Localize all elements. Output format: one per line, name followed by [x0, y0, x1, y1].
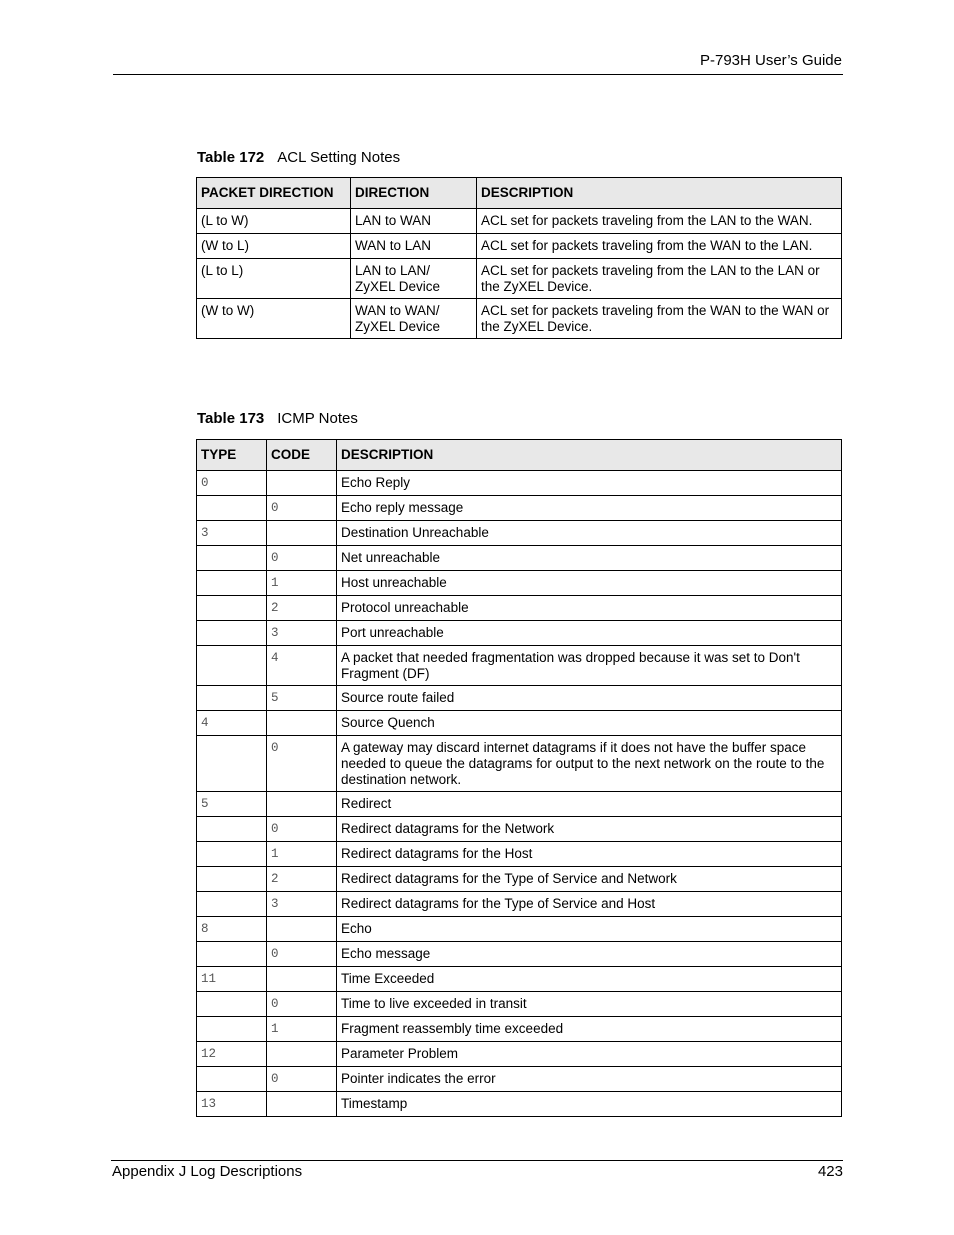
table-cell: (W to W) [197, 299, 351, 339]
table-cell: Net unreachable [337, 546, 842, 571]
table-cell [197, 842, 267, 867]
table-cell: Redirect datagrams for the Type of Service and Host [337, 892, 842, 917]
table-cell: Source Quench [337, 711, 842, 736]
table-row [197, 792, 842, 817]
table-cell: Pointer indicates the error [337, 1067, 842, 1092]
table-173-number: Table 173 [197, 410, 265, 427]
table-cell: 0 [267, 817, 337, 842]
table-cell: 5 [197, 792, 267, 817]
table-cell: ACL set for packets traveling from the WAN to the LAN. [477, 234, 842, 259]
page-footer [111, 1160, 843, 1185]
table-cell: Parameter Problem [337, 1042, 842, 1067]
table-cell [197, 892, 267, 917]
table-cell: 12 [197, 1042, 267, 1067]
table-row [197, 546, 842, 571]
table-172-number: Table 172 [197, 149, 265, 166]
table-cell [197, 942, 267, 967]
table-cell: 3 [267, 892, 337, 917]
table-cell: Destination Unreachable [337, 521, 842, 546]
table-cell [197, 736, 267, 792]
table-cell: 2 [267, 867, 337, 892]
table-row [197, 1092, 842, 1117]
table-row [197, 259, 842, 299]
table-cell: 0 [267, 496, 337, 521]
table-cell: 5 [267, 686, 337, 711]
table-row [197, 867, 842, 892]
table-cell: 0 [267, 1067, 337, 1092]
table-cell: (L to L) [197, 259, 351, 299]
table-cell: LAN to LAN/ ZyXEL Device [351, 259, 477, 299]
page-header [113, 50, 843, 75]
column-header: CODE [267, 440, 337, 471]
table-cell: Redirect [337, 792, 842, 817]
table-cell [267, 471, 337, 496]
table-172-title: ACL Setting Notes [277, 149, 401, 166]
column-header: TYPE [197, 440, 267, 471]
table-cell: Port unreachable [337, 621, 842, 646]
table-row [197, 571, 842, 596]
table-cell [197, 1017, 267, 1042]
column-header: DIRECTION [351, 178, 477, 209]
table-cell: 1 [267, 571, 337, 596]
table-row [197, 711, 842, 736]
table-cell: Source route failed [337, 686, 842, 711]
table-172-caption [197, 149, 400, 166]
footer-section-title: Appendix J Log Descriptions [112, 1163, 303, 1180]
table-cell [267, 792, 337, 817]
table-cell [267, 711, 337, 736]
table-row [197, 496, 842, 521]
table-cell: 1 [267, 1017, 337, 1042]
table-cell: Echo Reply [337, 471, 842, 496]
table-cell [197, 621, 267, 646]
table-cell: Time Exceeded [337, 967, 842, 992]
table-row [197, 209, 842, 234]
table-173-title: ICMP Notes [277, 410, 358, 427]
table-cell: 3 [197, 521, 267, 546]
table-cell [267, 521, 337, 546]
table-cell [267, 1092, 337, 1117]
table-row [197, 1017, 842, 1042]
table-cell: Echo [337, 917, 842, 942]
table-cell: 0 [267, 942, 337, 967]
table-cell: 2 [267, 596, 337, 621]
column-header: DESCRIPTION [477, 178, 842, 209]
table-cell: 11 [197, 967, 267, 992]
table-cell: 3 [267, 621, 337, 646]
table-row [197, 942, 842, 967]
table-cell [197, 867, 267, 892]
page-number: 423 [817, 1163, 843, 1180]
table-cell: (L to W) [197, 209, 351, 234]
table-row [197, 917, 842, 942]
table-cell: 8 [197, 917, 267, 942]
table-row [197, 686, 842, 711]
table-cell: (W to L) [197, 234, 351, 259]
table-row [197, 621, 842, 646]
table-row [197, 1042, 842, 1067]
table-cell: A packet that needed fragmentation was dropped because it was set to Don't Fragment (DF) [337, 646, 842, 686]
table-cell [197, 546, 267, 571]
column-header: DESCRIPTION [337, 440, 842, 471]
table-row [197, 596, 842, 621]
table-cell: Echo message [337, 942, 842, 967]
table-cell: Echo reply message [337, 496, 842, 521]
table-cell: Timestamp [337, 1092, 842, 1117]
table-cell: Time to live exceeded in transit [337, 992, 842, 1017]
table-row [197, 992, 842, 1017]
table-cell [197, 992, 267, 1017]
table-cell: Fragment reassembly time exceeded [337, 1017, 842, 1042]
table-cell [197, 817, 267, 842]
table-cell: LAN to WAN [351, 209, 477, 234]
table-row [197, 892, 842, 917]
table-cell [197, 496, 267, 521]
table-cell: ACL set for packets traveling from the WAN to the WAN or the ZyXEL Device. [477, 299, 842, 339]
table-cell: 0 [267, 546, 337, 571]
icmp-notes-table [196, 439, 842, 1117]
table-cell: 0 [267, 736, 337, 792]
table-cell: 13 [197, 1092, 267, 1117]
table-cell: 1 [267, 842, 337, 867]
table-cell: Host unreachable [337, 571, 842, 596]
table-173-caption [197, 410, 358, 427]
table-row [197, 817, 842, 842]
acl-setting-notes-table [196, 177, 842, 339]
table-cell [197, 571, 267, 596]
table-row [197, 234, 842, 259]
table-cell: Protocol unreachable [337, 596, 842, 621]
table-cell: ACL set for packets traveling from the LAN to the WAN. [477, 209, 842, 234]
column-header: PACKET DIRECTION [197, 178, 351, 209]
table-cell [197, 646, 267, 686]
table-cell: 4 [267, 646, 337, 686]
table-cell: A gateway may discard internet datagrams if it does not have the buffer space needed to queue the datagrams for output to the next network on the route to the destination network. [337, 736, 842, 792]
table-cell [267, 1042, 337, 1067]
table-row [197, 967, 842, 992]
table-cell [267, 917, 337, 942]
table-cell: ACL set for packets traveling from the LAN to the LAN or the ZyXEL Device. [477, 259, 842, 299]
table-cell [197, 686, 267, 711]
table-row [197, 842, 842, 867]
table-header-row [197, 178, 842, 209]
table-header-row [197, 440, 842, 471]
table-cell: Redirect datagrams for the Type of Service and Network [337, 867, 842, 892]
table-cell [197, 1067, 267, 1092]
table-cell: 0 [267, 992, 337, 1017]
table-cell [267, 967, 337, 992]
table-cell [197, 596, 267, 621]
table-cell: Redirect datagrams for the Host [337, 842, 842, 867]
guide-title: P-793H User’s Guide [699, 52, 842, 69]
table-row [197, 646, 842, 686]
table-cell: WAN to WAN/ ZyXEL Device [351, 299, 477, 339]
table-row [197, 736, 842, 792]
table-row [197, 299, 842, 339]
table-cell: 0 [197, 471, 267, 496]
table-cell: WAN to LAN [351, 234, 477, 259]
table-cell: 4 [197, 711, 267, 736]
table-row [197, 521, 842, 546]
table-row [197, 471, 842, 496]
table-row [197, 1067, 842, 1092]
table-cell: Redirect datagrams for the Network [337, 817, 842, 842]
